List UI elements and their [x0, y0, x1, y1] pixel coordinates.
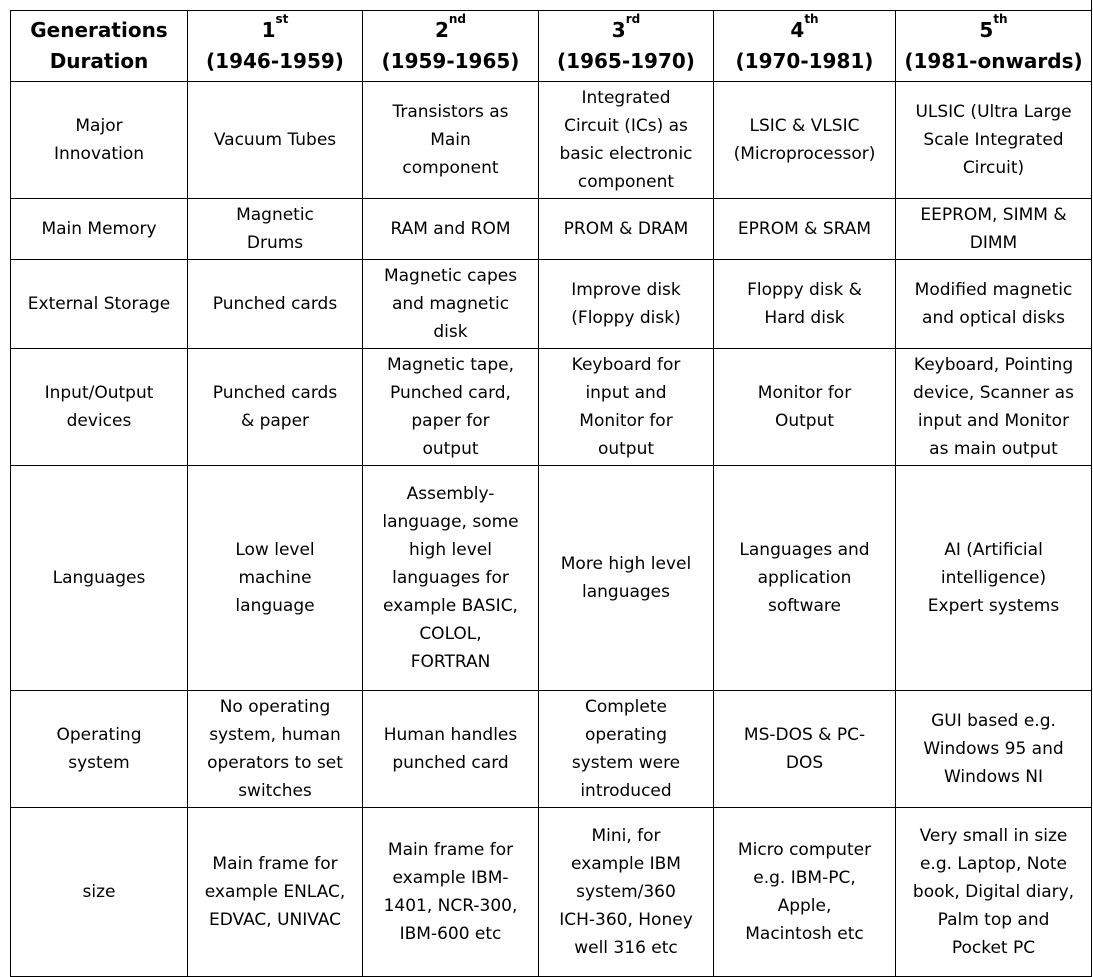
cell-text-line: example ENLAC, — [204, 882, 346, 902]
table-cell-generation-3 — [539, 466, 714, 691]
cell-text-line: GUI based e.g. — [931, 711, 1056, 731]
cell-text-line: example BASIC, — [383, 596, 518, 616]
row-label-line: External Storage — [27, 294, 171, 314]
generation-number: 2 — [434, 18, 449, 42]
table-cell-generation-1 — [188, 349, 363, 466]
row-label-line: devices — [66, 411, 132, 431]
cell-text-line: DIMM — [969, 233, 1018, 253]
header-row — [11, 11, 1092, 82]
cell-text-line: operators to set — [207, 753, 343, 773]
cell-text-line: Modified magnetic — [914, 280, 1073, 300]
generations-table — [10, 10, 1092, 977]
table-cell-generation-4 — [714, 199, 896, 260]
generation-years: (1965-1970) — [557, 49, 695, 73]
row-label-cell — [11, 466, 188, 691]
right-border-line — [1091, 0, 1092, 963]
cell-text-line: Output — [774, 411, 835, 431]
cell-text-line: machine — [238, 568, 312, 588]
header-generation-2 — [363, 11, 539, 82]
cell-text-line: well 316 etc — [574, 938, 678, 958]
generation-number: 3 — [611, 18, 626, 42]
table-cell-generation-1 — [188, 260, 363, 349]
cell-text-line: COLOL, — [419, 624, 482, 644]
cell-text-line: Vacuum Tubes — [213, 130, 337, 150]
table-cell-generation-4 — [714, 808, 896, 977]
cell-text-line: as main output — [929, 439, 1058, 459]
cell-text-line: 1401, NCR-300, — [383, 896, 518, 916]
cell-text-line: Scale Integrated — [923, 130, 1064, 150]
cell-text-line: disk — [433, 322, 468, 342]
generation-ordinal: st — [275, 12, 289, 26]
cell-text-line: Drums — [246, 233, 304, 253]
table-row-languages — [11, 466, 1092, 691]
cell-text-line: IBM-600 etc — [399, 924, 502, 944]
cell-text-line: switches — [238, 781, 312, 801]
cell-text-line: Punched cards — [212, 383, 338, 403]
row-label-line: system — [68, 753, 130, 773]
table-cell-generation-4 — [714, 691, 896, 808]
cell-text-line: Human handles — [383, 725, 518, 745]
header-generation-4 — [714, 11, 896, 82]
table-cell-generation-3 — [539, 82, 714, 199]
table-cell-generation-2 — [363, 691, 539, 808]
generation-years: (1981-onwards) — [904, 49, 1083, 73]
cell-text-line: Apple, — [777, 896, 832, 916]
table-row-main-memory — [11, 199, 1092, 260]
table-cell-generation-3 — [539, 349, 714, 466]
cell-text-line: input and Monitor — [917, 411, 1070, 431]
cell-text-line: Assembly- — [406, 484, 495, 504]
row-label-line: Operating — [56, 725, 142, 745]
row-label-cell — [11, 260, 188, 349]
cell-text-line: output — [422, 439, 479, 459]
cell-text-line: output — [597, 439, 655, 459]
cell-text-line: software — [767, 596, 841, 616]
row-label-line: Major — [75, 116, 123, 136]
cell-text-line: FORTRAN — [410, 652, 491, 672]
cell-text-line: punched card — [392, 753, 509, 773]
cell-text-line: Magnetic capes — [383, 266, 518, 286]
cell-text-line: Low level — [235, 540, 315, 560]
cell-text-line: introduced — [580, 781, 672, 801]
row-label-line: Innovation — [53, 144, 144, 164]
header-generation-5 — [896, 11, 1092, 82]
cell-text-line: Punched card, — [390, 383, 511, 403]
cell-text-line: Keyboard for — [571, 355, 681, 375]
cell-text-line: Circuit (ICs) as — [564, 116, 688, 136]
cell-text-line: DOS — [785, 753, 824, 773]
row-label-cell — [11, 199, 188, 260]
cell-text-line: LSIC & VLSIC — [749, 116, 860, 136]
cell-text-line: basic electronic — [559, 144, 693, 164]
cell-text-line: EDVAC, UNIVAC — [209, 910, 341, 930]
header-label-line: Duration — [49, 49, 149, 73]
table-cell-generation-5 — [896, 82, 1092, 199]
generation-ordinal: th — [993, 12, 1008, 26]
row-label-cell — [11, 82, 188, 199]
row-label-line: Languages — [52, 568, 146, 588]
cell-text-line: system were — [571, 753, 681, 773]
header-label-line: Generations — [30, 18, 168, 42]
table-cell-generation-4 — [714, 260, 896, 349]
row-label-line: size — [82, 882, 116, 902]
table-cell-generation-2 — [363, 349, 539, 466]
cell-text-line: intelligence) — [940, 568, 1047, 588]
cell-text-line: ULSIC (Ultra Large — [915, 102, 1072, 122]
table-row-input-output-devices — [11, 349, 1092, 466]
table-cell-generation-3 — [539, 691, 714, 808]
cell-text-line: language — [235, 596, 315, 616]
table-cell-generation-1 — [188, 82, 363, 199]
table-cell-generation-2 — [363, 808, 539, 977]
table-row-size — [11, 808, 1092, 977]
cell-text-line: languages for — [392, 568, 509, 588]
table-cell-generation-3 — [539, 199, 714, 260]
cell-text-line: Floppy disk & — [747, 280, 862, 300]
cell-text-line: language, some — [382, 512, 519, 532]
generation-ordinal: th — [804, 12, 819, 26]
cell-text-line: PROM & DRAM — [563, 219, 689, 239]
cell-text-line: e.g. Laptop, Note — [919, 854, 1068, 874]
table-cell-generation-2 — [363, 199, 539, 260]
table-cell-generation-5 — [896, 260, 1092, 349]
cell-text-line: Transistors as — [392, 102, 509, 122]
cell-text-line: and optical disks — [922, 308, 1065, 328]
generation-ordinal: nd — [448, 12, 467, 26]
table-cell-generation-4 — [714, 82, 896, 199]
table-cell-generation-5 — [896, 199, 1092, 260]
cell-text-line: Languages and — [739, 540, 870, 560]
header-label-cell — [11, 11, 188, 82]
cell-text-line: system/360 — [576, 882, 676, 902]
cell-text-line: Magnetic tape, — [387, 355, 514, 375]
cell-text-line: Hard disk — [764, 308, 845, 328]
cell-text-line: Integrated — [581, 88, 671, 108]
cell-text-line: Monitor for — [757, 383, 852, 403]
cell-text-line: Main frame for — [212, 854, 338, 874]
table-cell-generation-5 — [896, 349, 1092, 466]
cell-text-line: EPROM & SRAM — [737, 219, 872, 239]
cell-text-line: Expert systems — [927, 596, 1060, 616]
table-cell-generation-5 — [896, 691, 1092, 808]
table-cell-generation-5 — [896, 466, 1092, 691]
generation-years: (1970-1981) — [735, 49, 874, 73]
table-cell-generation-4 — [714, 466, 896, 691]
cell-text-line: languages — [581, 582, 670, 602]
table-cell-generation-2 — [363, 82, 539, 199]
row-label-cell — [11, 349, 188, 466]
row-label-cell — [11, 808, 188, 977]
cell-text-line: and magnetic — [391, 294, 510, 314]
cell-text-line: More high level — [560, 554, 692, 574]
cell-text-line: example IBM- — [392, 868, 509, 888]
cell-text-line: Very small in size — [919, 826, 1068, 846]
generation-years: (1959-1965) — [381, 49, 520, 73]
cell-text-line: Windows 95 and — [923, 739, 1064, 759]
cell-text-line: AI (Artificial — [944, 540, 1043, 560]
cell-text-line: & paper — [240, 411, 310, 431]
generation-number: 4 — [790, 18, 805, 42]
cell-text-line: e.g. IBM-PC, — [753, 868, 856, 888]
cell-text-line: Circuit) — [962, 158, 1025, 178]
table-cell-generation-1 — [188, 466, 363, 691]
table-cell-generation-2 — [363, 466, 539, 691]
header-generation-3 — [539, 11, 714, 82]
cell-text-line: MS-DOS & PC- — [743, 725, 866, 745]
cell-text-line: Improve disk — [571, 280, 681, 300]
table-cell-generation-3 — [539, 260, 714, 349]
row-label-cell — [11, 691, 188, 808]
table-cell-generation-3 — [539, 808, 714, 977]
cell-text-line: device, Scanner as — [913, 383, 1074, 403]
cell-text-line: high level — [409, 540, 492, 560]
cell-text-line: ICH-360, Honey — [559, 910, 693, 930]
cell-text-line: EEPROM, SIMM & — [920, 205, 1067, 225]
row-label-line: Main Memory — [41, 219, 157, 239]
cell-text-line: paper for — [411, 411, 490, 431]
cell-text-line: (Floppy disk) — [571, 308, 681, 328]
cell-text-line: Main — [430, 130, 471, 150]
table-row-major-innovation — [11, 82, 1092, 199]
cell-text-line: RAM and ROM — [390, 219, 511, 239]
cell-text-line: Mini, for — [591, 826, 661, 846]
cell-text-line: component — [577, 172, 675, 192]
cell-text-line: book, Digital diary, — [912, 882, 1075, 902]
row-label-line: Input/Output — [44, 383, 154, 403]
cell-text-line: Keyboard, Pointing — [913, 355, 1074, 375]
generation-number: 5 — [979, 18, 994, 42]
table-cell-generation-1 — [188, 199, 363, 260]
cell-text-line: (Microprocessor) — [733, 144, 876, 164]
cell-text-line: Main frame for — [387, 840, 514, 860]
cell-text-line: Windows NI — [943, 767, 1044, 787]
cell-text-line: input and — [585, 383, 667, 403]
cell-text-line: operating — [584, 725, 667, 745]
cell-text-line: example IBM — [571, 854, 681, 874]
generation-number: 1 — [261, 18, 276, 42]
cell-text-line: No operating — [219, 697, 331, 717]
cell-text-line: application — [757, 568, 852, 588]
cell-text-line: Macintosh etc — [745, 924, 864, 944]
cell-text-line: component — [402, 158, 499, 178]
cell-text-line: Complete — [585, 697, 667, 717]
table-cell-generation-1 — [188, 691, 363, 808]
cell-text-line: Magnetic — [236, 205, 314, 225]
cell-text-line: system, human — [209, 725, 341, 745]
table-cell-generation-5 — [896, 808, 1092, 977]
cell-text-line: Monitor for — [579, 411, 673, 431]
table-cell-generation-4 — [714, 349, 896, 466]
cell-text-line: Palm top and — [937, 910, 1050, 930]
table-row-external-storage — [11, 260, 1092, 349]
generation-years: (1946-1959) — [206, 49, 344, 73]
cell-text-line: Punched cards — [212, 294, 338, 314]
table-row-operating-system — [11, 691, 1092, 808]
cell-text-line: Pocket PC — [951, 938, 1036, 958]
table-cell-generation-1 — [188, 808, 363, 977]
cell-text-line: Micro computer — [737, 840, 872, 860]
table-cell-generation-2 — [363, 260, 539, 349]
header-generation-1 — [188, 11, 363, 82]
generation-ordinal: rd — [625, 12, 641, 26]
